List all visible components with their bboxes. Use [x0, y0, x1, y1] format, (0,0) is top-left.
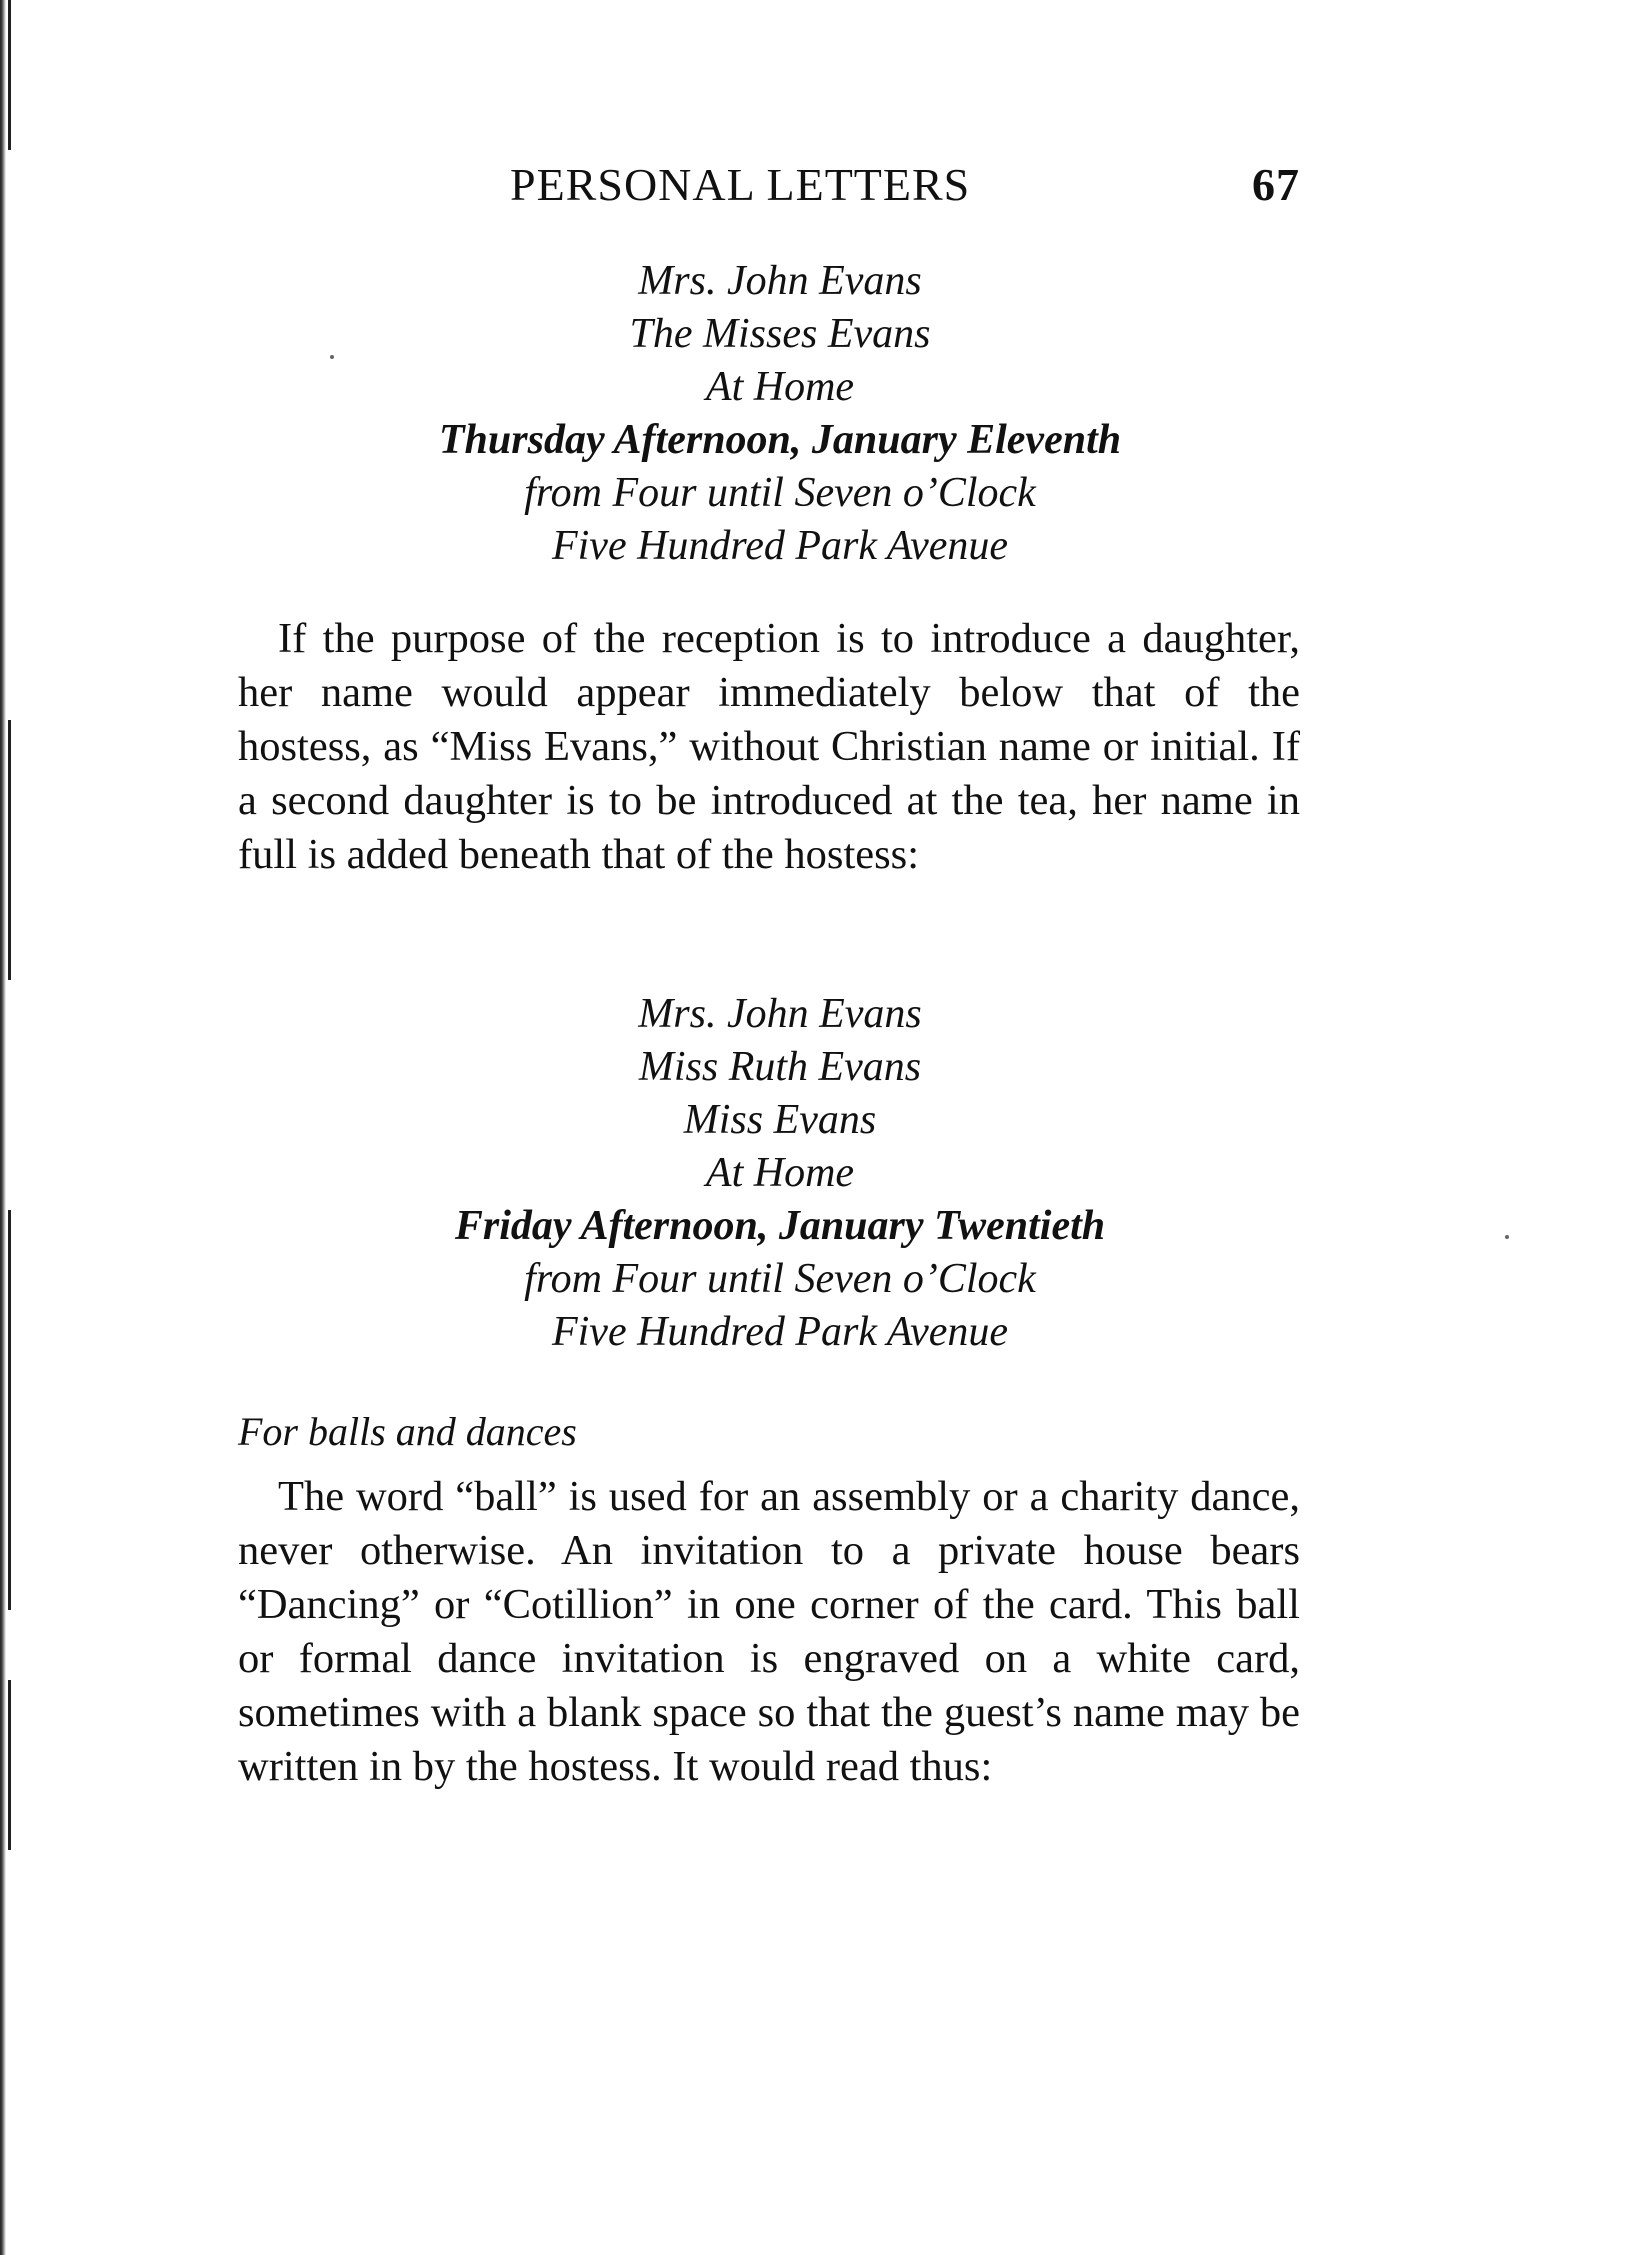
- invitation-line: from Four until Seven o’Clock: [524, 1256, 1036, 1302]
- invitation-line: Mrs. John Evans: [638, 991, 922, 1037]
- invitation-line: Mrs. John Evans: [638, 258, 922, 304]
- invitation-line: Five Hundred Park Avenue: [551, 1309, 1008, 1355]
- binding-mark: [8, 0, 11, 150]
- invitation-line: Miss Evans: [683, 1097, 877, 1143]
- paragraph-text: If the purpose of the reception is to introduce a daughter, her name would appear immediately below that of the hostess, as “Miss Evans,” without Christian name or initial. If a second daughter is to be introduced at the tea, her name in full is added beneath that of the hostess:: [238, 615, 1300, 878]
- binding-mark: [8, 720, 11, 980]
- invitation-line: At Home: [705, 1150, 855, 1196]
- page-number: 67: [1252, 159, 1300, 210]
- invitation-line: The Misses Evans: [629, 311, 931, 357]
- print-speck: [1505, 1235, 1509, 1239]
- running-title: PERSONAL LETTERS: [510, 159, 971, 210]
- invitation-line: At Home: [705, 364, 855, 410]
- invitation-line: Thursday Afternoon, January Eleventh: [438, 417, 1122, 463]
- running-header: [240, 158, 1300, 228]
- invitation-line: from Four until Seven o’Clock: [524, 470, 1036, 516]
- page-binding-edge: [0, 0, 6, 2255]
- body-paragraph-1: [238, 612, 1300, 882]
- body-paragraph-2: [238, 1470, 1300, 1794]
- section-heading: For balls and dances: [238, 1409, 577, 1454]
- invitation-example-2: [300, 988, 1260, 1359]
- paragraph-text: The word “ball” is used for an assembly or a charity dance, never otherwise. An invitation to a private house bears “Dancing” or “Cotillion” in one corner of the card. This ball or formal dance invitation is engraved on a white card, sometimes with a blank space so that the guest’s name may be written in by the hostess. It would read thus:: [238, 1473, 1300, 1790]
- invitation-line: Miss Ruth Evans: [638, 1044, 922, 1090]
- print-speck: [330, 355, 334, 359]
- binding-mark: [8, 1210, 11, 1610]
- invitation-line: Friday Afternoon, January Twentieth: [454, 1203, 1106, 1249]
- invitation-example-1: [300, 255, 1260, 573]
- binding-mark: [8, 1680, 11, 1850]
- invitation-line: Five Hundred Park Avenue: [551, 523, 1008, 569]
